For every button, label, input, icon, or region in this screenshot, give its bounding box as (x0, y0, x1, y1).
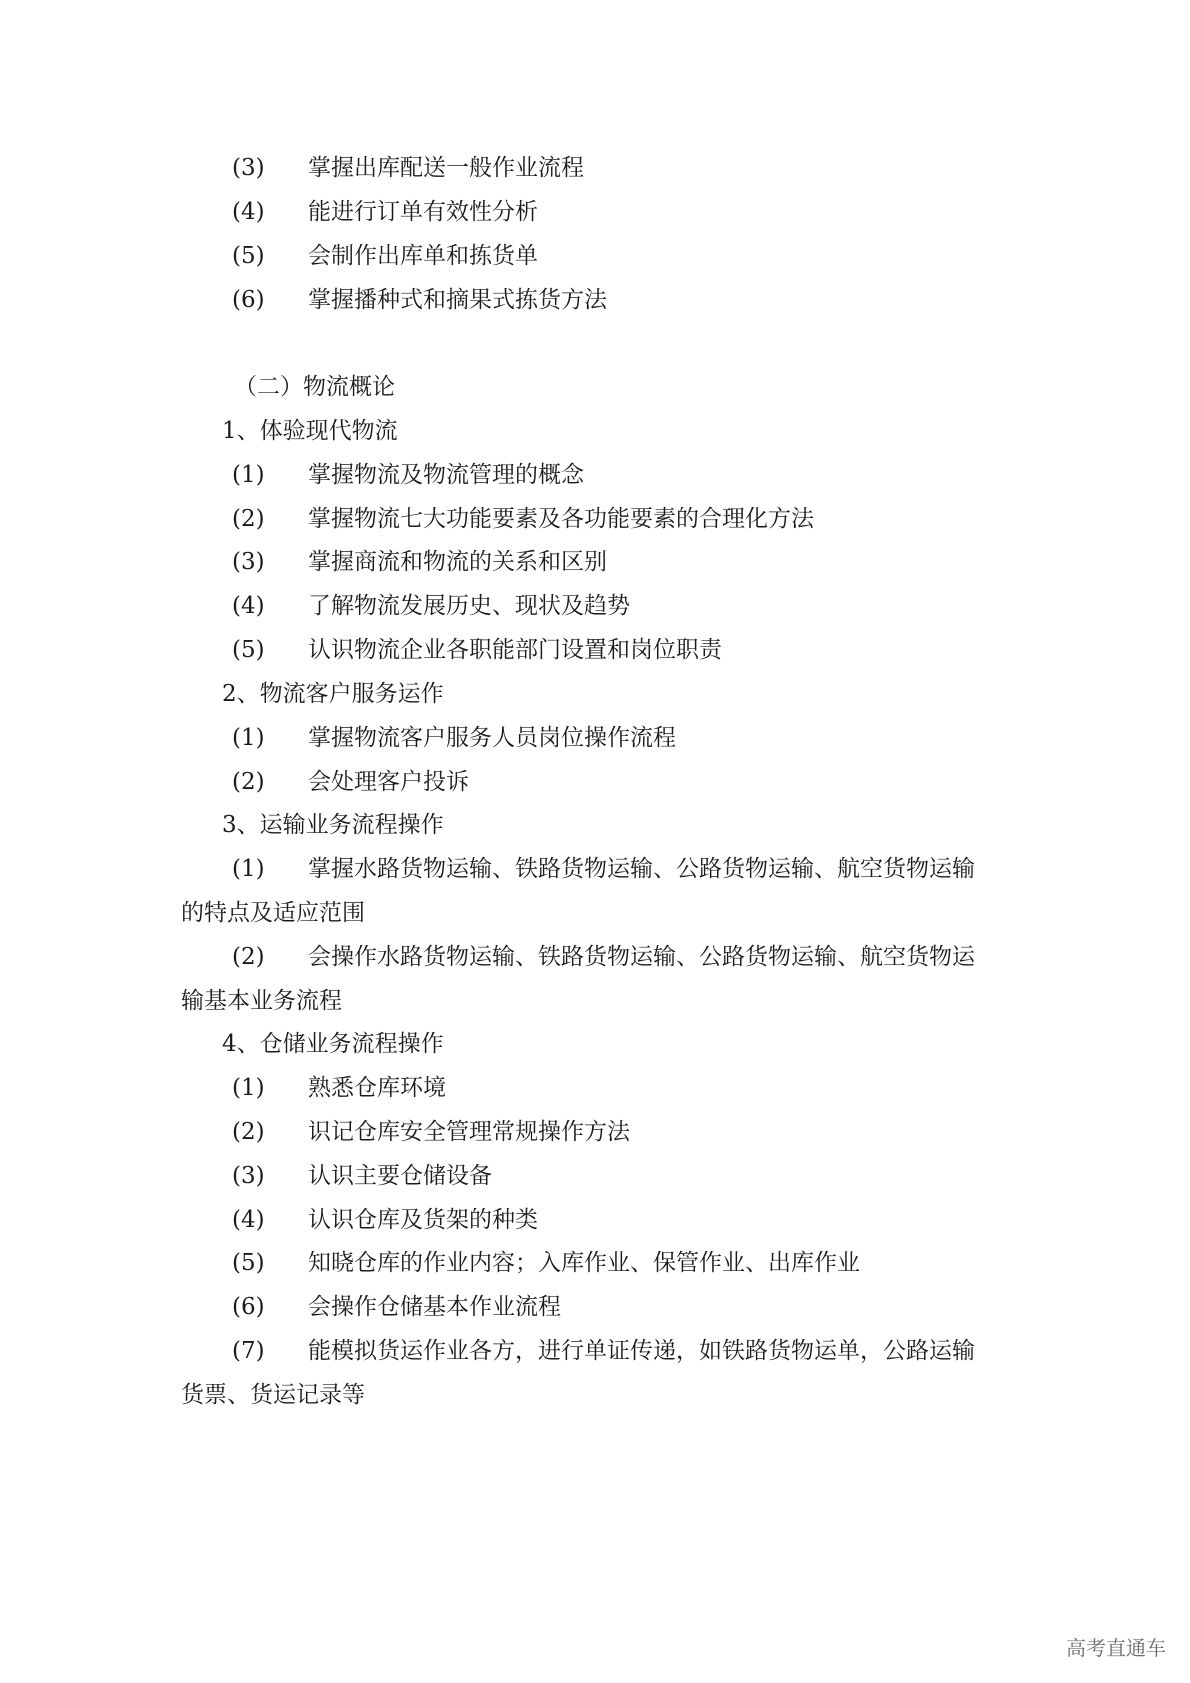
item-number: (4) (232, 1207, 265, 1233)
item-number: (1) (232, 462, 265, 488)
item-text: 会处理客户投诉 (308, 769, 469, 795)
item-number: (2) (232, 769, 265, 795)
item-number: (4) (232, 593, 265, 619)
item-number: (5) (232, 1250, 265, 1276)
item-text: 能进行订单有效性分析 (308, 199, 538, 225)
item-number: (5) (232, 243, 265, 269)
item-text: 会制作出库单和拣货单 (308, 243, 538, 269)
item-number: (3) (232, 1163, 265, 1189)
item-text: 掌握播种式和摘果式拣货方法 (308, 287, 607, 313)
item-number: (5) (232, 637, 265, 663)
item-text-continuation: 的特点及适应范围 (181, 900, 365, 926)
item-number: (1) (232, 856, 265, 882)
watermark-text: 高考直通车 (1066, 1636, 1166, 1660)
section-heading-text: （二）物流概论 (234, 374, 395, 400)
document-page: (3) 掌握出库配送一般作业流程 (4) 能进行订单有效性分析 (5) 会制作出库单和拣货单 (6) 掌握播种式和摘果式拣货方法 （二）物流概论 1、体验现代物流 (1) 掌握物流及物流管理的概念 (2) 掌握物流七大功能要素及各功能要素的合理化方法 (3) 掌握商流和物流的关系和区别 (4) 了解物流发展历史、现状及趋势 (5) 认识物流企业各职能部门设置和岗位职责 2、物流客户服务运作 (1) 掌握物流客户服务人员岗位操作流程 (2) 会处理客户投诉 3、运输业务流程操作 (1) 掌握水路货物运输、铁路货物运输、公路货物运输、航空货物运输 的特点及适应范围 (2) 会操作水路货物运输、铁路货物运输、公路货物运输、航空货物运 输基本业务流程 4、仓储业务流程操作 (1) 熟悉仓库环境 (2) 识记仓库安全管理常规操作方法 (3) 认识主要仓储设备 (4) 认识仓库及货架的种类 (5) 知晓仓库的作业内容；入库作业、保管作业、出库作业 (6) 会操作仓储基本作业流程 (7) 能模拟货运作业各方，进行单证传递，如铁路货物运单，公路运输 货票、货运记录等 高考直通车 (181, 155, 1166, 1660)
item-text: 认识物流企业各职能部门设置和岗位职责 (308, 637, 722, 663)
item-text: 能模拟货运作业各方，进行单证传递，如铁路货物运单，公路运输 (308, 1338, 975, 1364)
item-number: (6) (232, 1294, 265, 1320)
item-text: 熟悉仓库环境 (308, 1075, 446, 1101)
item-text: 知晓仓库的作业内容；入库作业、保管作业、出库作业 (308, 1250, 860, 1276)
item-number: (2) (232, 506, 265, 532)
item-number: (7) (232, 1338, 265, 1364)
item-text: 认识仓库及货架的种类 (308, 1207, 538, 1233)
item-text: 识记仓库安全管理常规操作方法 (308, 1119, 630, 1145)
item-number: (3) (232, 155, 265, 181)
item-text: 掌握物流及物流管理的概念 (308, 462, 584, 488)
item-number: (2) (232, 1119, 265, 1145)
item-text: 掌握商流和物流的关系和区别 (308, 549, 607, 575)
item-number: (1) (232, 725, 265, 751)
item-text: 会操作水路货物运输、铁路货物运输、公路货物运输、航空货物运 (308, 944, 975, 970)
item-text-continuation: 货票、货运记录等 (181, 1382, 365, 1408)
item-number: (1) (232, 1075, 265, 1101)
item-text: 掌握水路货物运输、铁路货物运输、公路货物运输、航空货物运输 (308, 856, 975, 882)
item-text: 掌握出库配送一般作业流程 (308, 155, 584, 181)
item-text: 认识主要仓储设备 (308, 1163, 492, 1189)
item-number: (6) (232, 287, 265, 313)
item-number: (3) (232, 549, 265, 575)
item-text: 会操作仓储基本作业流程 (308, 1294, 561, 1320)
item-text: 了解物流发展历史、现状及趋势 (308, 593, 630, 619)
item-text-continuation: 输基本业务流程 (181, 988, 342, 1014)
item-number: (4) (232, 199, 265, 225)
item-text: 掌握物流七大功能要素及各功能要素的合理化方法 (308, 506, 814, 532)
item-text: 掌握物流客户服务人员岗位操作流程 (308, 725, 676, 751)
item-number: (2) (232, 944, 265, 970)
